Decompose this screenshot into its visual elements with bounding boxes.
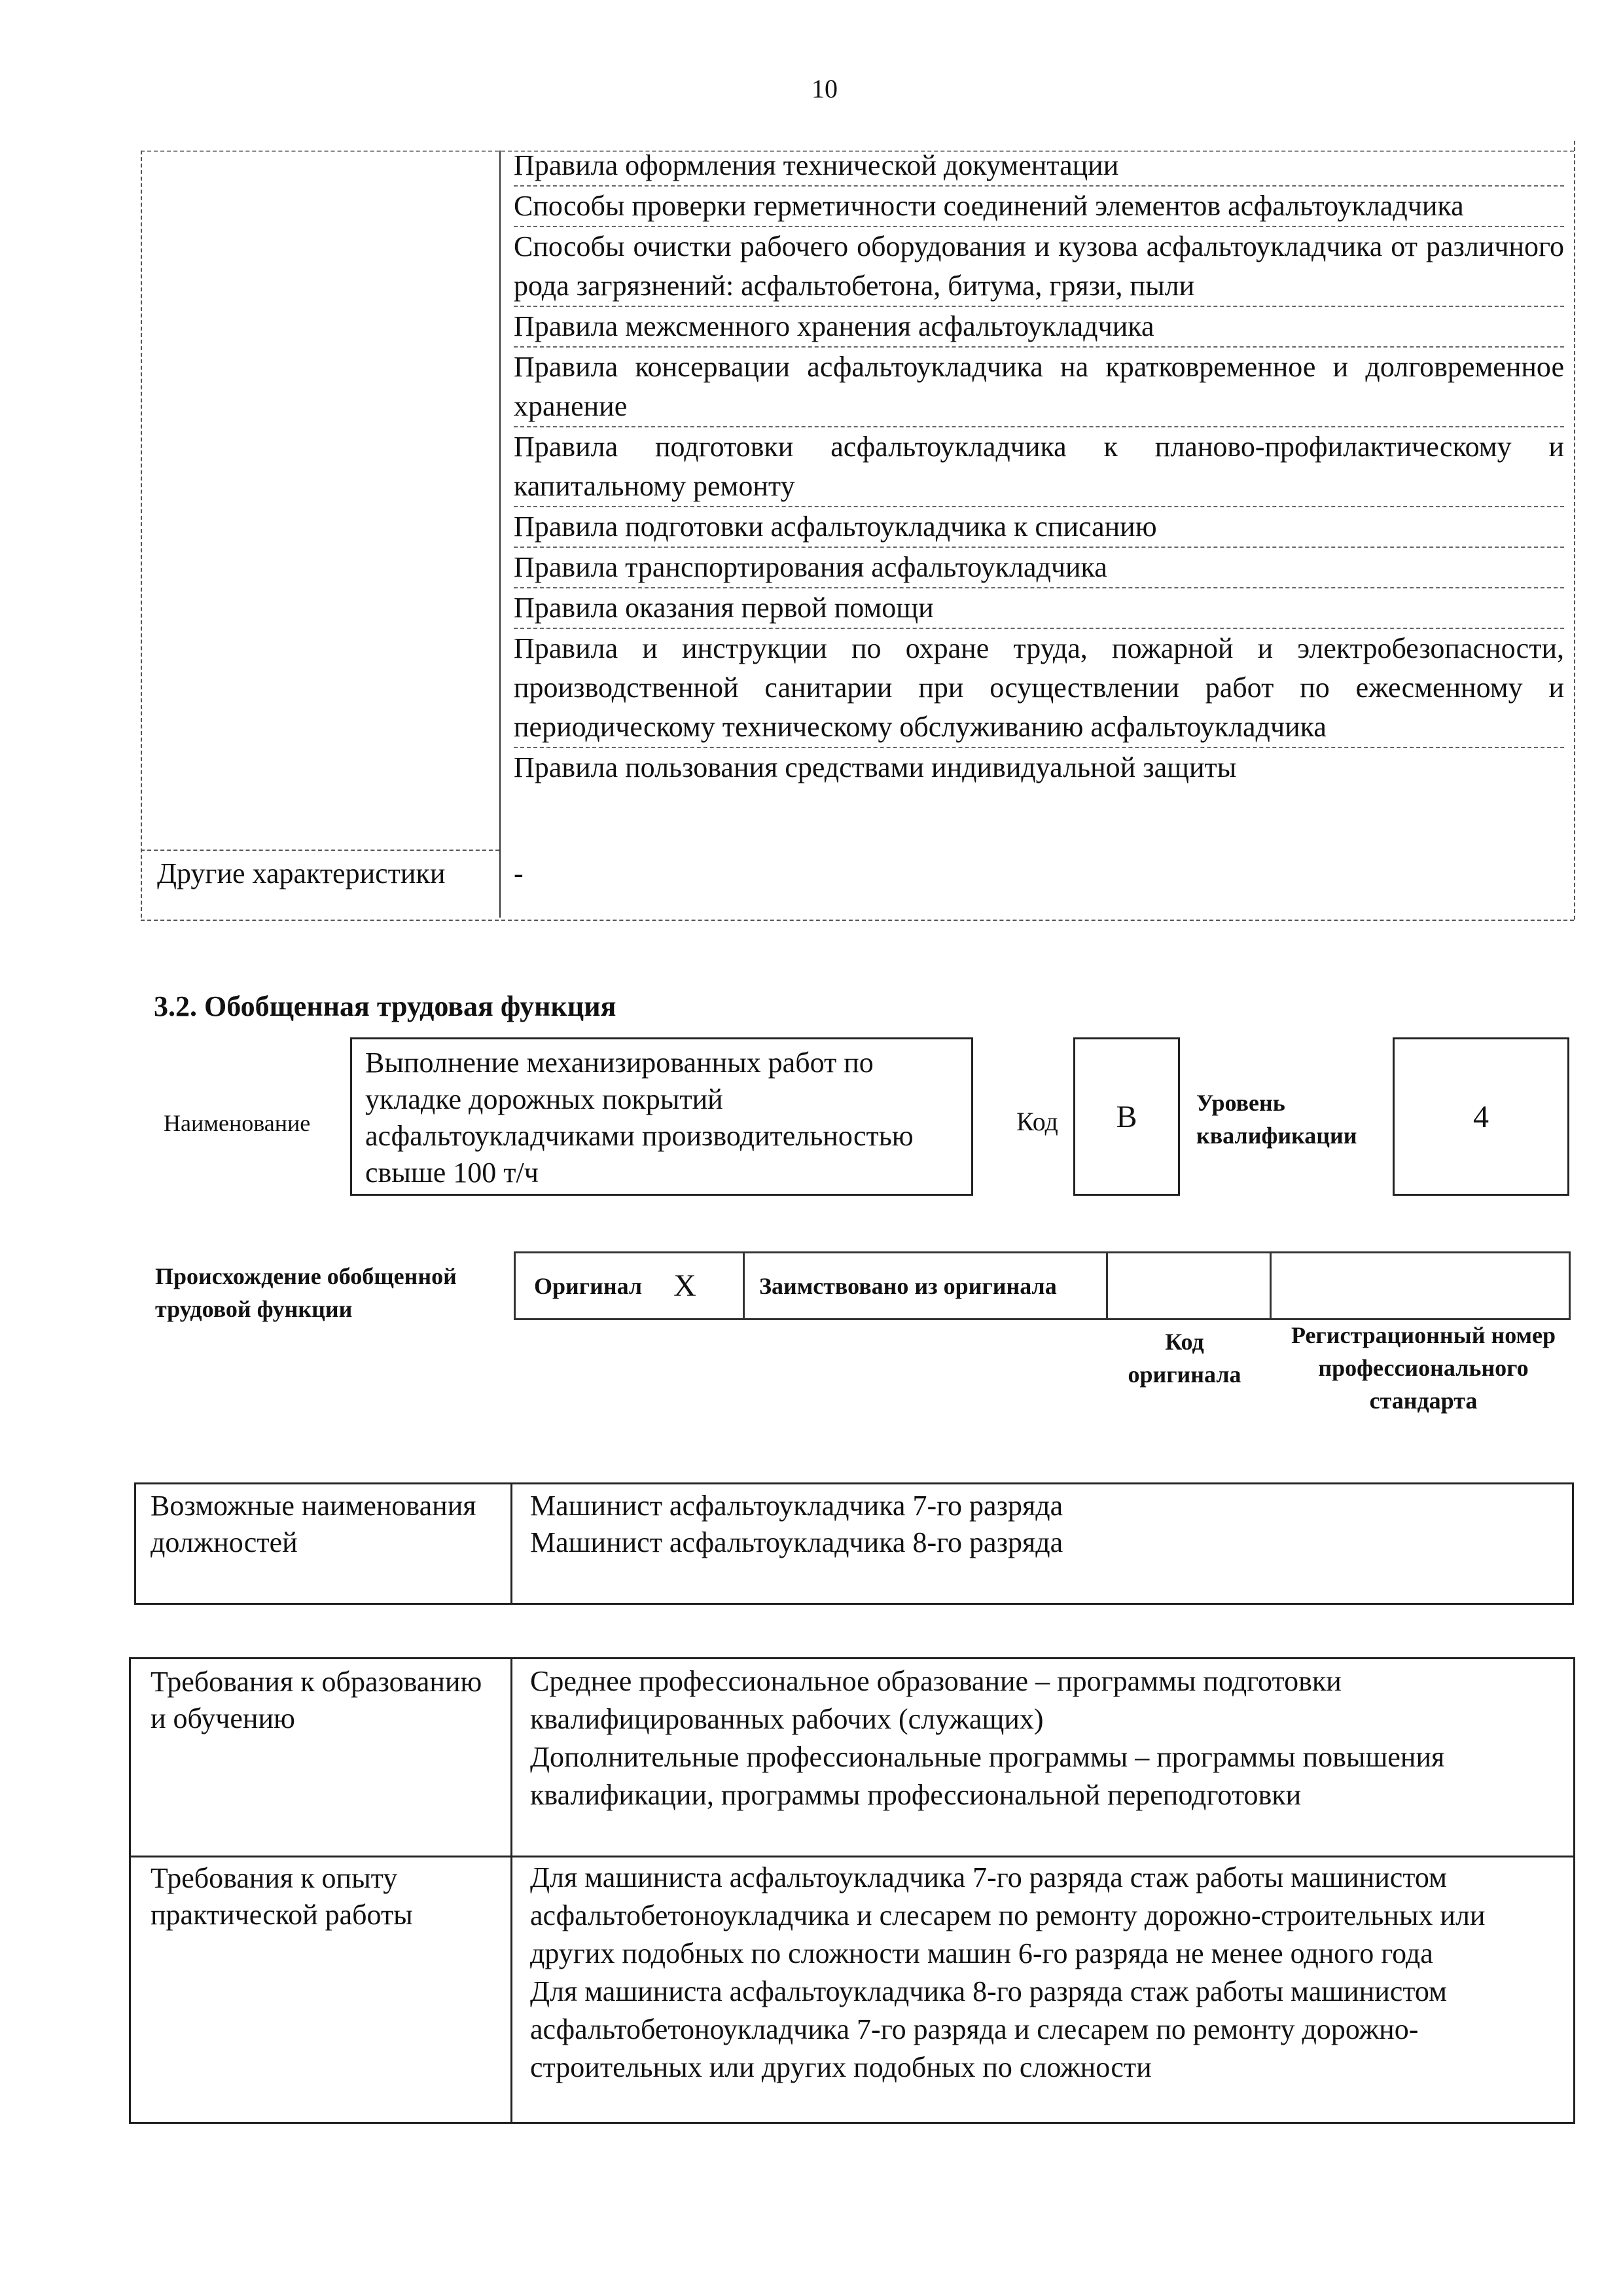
experience-requirements-label: Требования к опыту практической работы xyxy=(151,1862,413,1931)
origin-table xyxy=(514,1251,1571,1320)
education-requirements-label: Требования к образованию и обучению xyxy=(151,1666,482,1734)
knowledge-list xyxy=(514,146,1564,787)
borrowed-cell: Заимствовано из оригинала xyxy=(743,1253,1106,1318)
list-item: Машинист асфальтоукладчика 7-го разряда xyxy=(530,1490,1063,1522)
qualification-level-label xyxy=(1196,1086,1357,1152)
table-row: Правила консервации асфальтоукладчика на кратковременное и долговременное хранение xyxy=(514,348,1564,427)
qualification-level-value: 4 xyxy=(1393,1037,1569,1196)
list-item: Для машиниста асфальтоукладчика 7-го разряда стаж работы машинистом асфальтобетоноукладчика и слесарем по ремонту дорожно-строительных или других подобных по сложности машин 6-го разряда не менее одного года xyxy=(530,1861,1486,1969)
education-requirements-text xyxy=(530,1662,1551,1814)
table-row: Правила подготовки асфальтоукладчика к планово-профилактическому и капитальному ремонту xyxy=(514,427,1564,507)
original-code-caption: Код оригинала xyxy=(1128,1329,1241,1388)
table-border xyxy=(141,920,1574,921)
experience-requirements-text xyxy=(530,1859,1551,2087)
table-row: Способы очистки рабочего оборудования и кузова асфальтоукладчика от различного рода загрязнений: асфальтобетона, битума, грязи, пыли xyxy=(514,227,1564,307)
original-mark: X xyxy=(673,1268,696,1303)
list-item: Для машиниста асфальтоукладчика 8-го разряда стаж работы машинистом асфальтобетоноукладчика 7-го разряда и слесарем по ремонту дорожно-строительных или других подобных по сложности xyxy=(530,1975,1447,2083)
section-title: 3.2. Обобщенная трудовая функция xyxy=(154,990,616,1022)
table-row: Правила оказания первой помощи xyxy=(514,588,1564,629)
positions-values xyxy=(530,1488,1063,1561)
table-border xyxy=(499,151,501,918)
original-code-cell xyxy=(1106,1253,1270,1318)
table-border xyxy=(510,1482,512,1605)
table-border xyxy=(129,1856,1575,1857)
table-row: Правила транспортирования асфальтоукладчика xyxy=(514,548,1564,588)
table-border xyxy=(510,1657,512,2124)
code-value: B xyxy=(1073,1037,1180,1196)
origin-label: Происхождение обобщенной трудовой функции xyxy=(155,1263,457,1322)
other-characteristics-label: Другие характеристики xyxy=(157,857,446,889)
code-label: Код xyxy=(1016,1107,1058,1136)
level-label-line: Уровень xyxy=(1196,1090,1285,1116)
registration-number-caption: Регистрационный номер профессионального стандарта xyxy=(1291,1322,1556,1414)
list-item: Дополнительные профессиональные программы – программы повышения квалификации, программы профессиональной переподготовки xyxy=(530,1741,1445,1811)
name-label: Наименование xyxy=(164,1110,311,1136)
other-characteristics-value: - xyxy=(514,857,524,889)
table-row: Правила пользования средствами индивидуальной защиты xyxy=(514,751,1237,783)
level-label-line: квалификации xyxy=(1196,1122,1357,1149)
table-border xyxy=(141,151,142,918)
list-item: Среднее профессиональное образование – программы подготовки квалифицированных рабочих (служащих) xyxy=(530,1665,1342,1735)
list-item: Машинист асфальтоукладчика 8-го разряда xyxy=(530,1526,1063,1558)
table-row: Правила межсменного хранения асфальтоукладчика xyxy=(514,307,1564,348)
table-row: Правила подготовки асфальтоукладчика к списанию xyxy=(514,507,1564,548)
positions-label: Возможные наименования должностей xyxy=(151,1490,476,1558)
table-border xyxy=(141,850,499,851)
page-number: 10 xyxy=(812,74,838,103)
registration-number-cell xyxy=(1270,1253,1571,1318)
original-label: Оригинал xyxy=(534,1272,643,1299)
table-row: Способы проверки герметичности соединений элементов асфальтоукладчика xyxy=(514,187,1564,227)
original-cell xyxy=(514,1253,743,1318)
table-row: Правила и инструкции по охране труда, пожарной и электробезопасности, производственной санитарии при осуществлении работ по ежесменному и периодическому техническому обслуживанию асфальтоукладчика xyxy=(514,629,1564,748)
table-border xyxy=(1574,141,1575,920)
function-name: Выполнение механизированных работ по укладке дорожных покрытий асфальтоукладчиками производительностью свыше 100 т/ч xyxy=(350,1037,973,1196)
table-row: Правила оформления технической документации xyxy=(514,146,1564,187)
